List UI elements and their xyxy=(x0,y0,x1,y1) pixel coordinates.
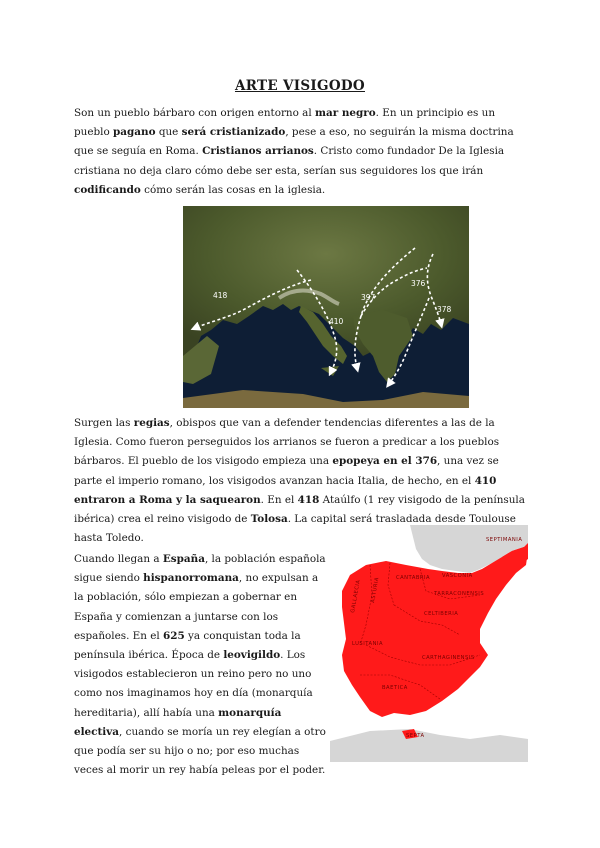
bold-term: leovigildo xyxy=(223,649,281,662)
route-label-410: 410 xyxy=(329,317,344,326)
text-run: ya conquistan toda la península ibérica. Época de xyxy=(74,629,301,662)
paragraph-spain xyxy=(74,550,330,780)
bold-term: hispanorromana xyxy=(143,572,239,585)
province-baetica: BAETICA xyxy=(382,685,408,691)
page-title: ARTE VISIGODO xyxy=(234,78,365,94)
bold-term: pagano xyxy=(113,126,156,139)
text-run: , cuando se moría un rey elegían a otro que podía ser su hijo o no; por eso muchas veces al morir un rey había peleas por el poder. xyxy=(74,725,326,777)
province-lusitania: LUSITANIA xyxy=(352,641,384,647)
text-run: . En el xyxy=(260,493,298,506)
province-carthaginensis: CARTHAGINENSIS xyxy=(422,655,475,661)
province-cantabria: CANTABRIA xyxy=(396,575,431,581)
text-run: cómo serán las cosas en la iglesia. xyxy=(140,183,326,196)
route-label-378: 378 xyxy=(437,305,452,314)
text-run: Surgen las xyxy=(74,417,134,429)
text-run: que xyxy=(155,126,182,139)
province-celtiberia: CELTIBERIA xyxy=(424,611,459,617)
bold-term: 625 xyxy=(163,629,185,642)
europe-migration-map xyxy=(183,206,469,408)
bold-term: Tolosa xyxy=(250,513,288,526)
bold-term: España xyxy=(162,553,205,565)
spain-visigoth-kingdom-map xyxy=(330,525,528,762)
province-vasconia: VASCONIA xyxy=(442,573,473,579)
province-septimania: SEPTIMANIA xyxy=(486,537,523,543)
text-run: , obispos que van a defender tendencias diferentes a las de la Iglesia. Como fueron perseguidos los arrianos se fueron a predicar a los pueblos bárbaros. El pueblo de los visigodo empieza una xyxy=(74,417,500,468)
text-run: , la población española sigue siendo xyxy=(74,553,326,585)
route-label-376: 376 xyxy=(411,279,426,288)
route-label-397: 397 xyxy=(361,293,376,302)
bold-term: 410 entraron a Roma y la saquearon xyxy=(74,474,497,506)
bold-term: 418 xyxy=(297,493,320,506)
text-run: , una vez se parte el imperio romano, los visigodos avanzan hacia Italia, de hecho, en el xyxy=(74,455,499,487)
text-run: , no expulsan a la población, sólo empiezan a gobernar en España y comienzan a juntarse con los españoles. En el xyxy=(74,572,319,642)
text-run: , pese a eso, no seguirán la misma doctrina que se seguía en Roma. xyxy=(74,126,514,158)
paragraph-origins xyxy=(74,104,526,200)
bold-term: Cristianos arrianos xyxy=(202,145,314,158)
province-septa: SEPTA xyxy=(406,733,425,739)
text-run: . La capital será trasladada desde Toulouse hasta Toledo. xyxy=(74,513,516,545)
bold-term: regias xyxy=(133,417,170,429)
text-run: Son un pueblo bárbaro con origen entorno al xyxy=(74,107,315,119)
text-run: Ataúlfo (1 rey visigodo de la península ibérica) crea el reino visigodo de xyxy=(74,493,525,526)
bold-term: mar negro xyxy=(315,107,376,119)
province-asturia: ASTURIA xyxy=(370,576,381,604)
bold-term: será cristianizado xyxy=(181,126,286,139)
bold-term: monarquía electiva xyxy=(74,706,282,738)
bold-term: epopeya en el 376 xyxy=(332,455,438,468)
province-gallaecia: GALLAECIA xyxy=(350,579,362,614)
text-run: . Los visigodos establecieron un reino pero no uno como nos imaginamos hoy en día (monarquía hereditaria), allí había una xyxy=(74,649,313,719)
bold-term: codificando xyxy=(74,183,141,196)
text-run: . Cristo como fundador De la Iglesia cristiana no deja claro cómo debe ser esta, serían sus seguidores los que irán xyxy=(74,145,505,177)
text-run: Cuando llegan a xyxy=(74,553,163,565)
province-tarraconensis: TARRACONENSIS xyxy=(434,591,485,597)
route-label-418: 418 xyxy=(213,291,228,300)
text-run: . En un principio es un pueblo xyxy=(74,107,496,139)
